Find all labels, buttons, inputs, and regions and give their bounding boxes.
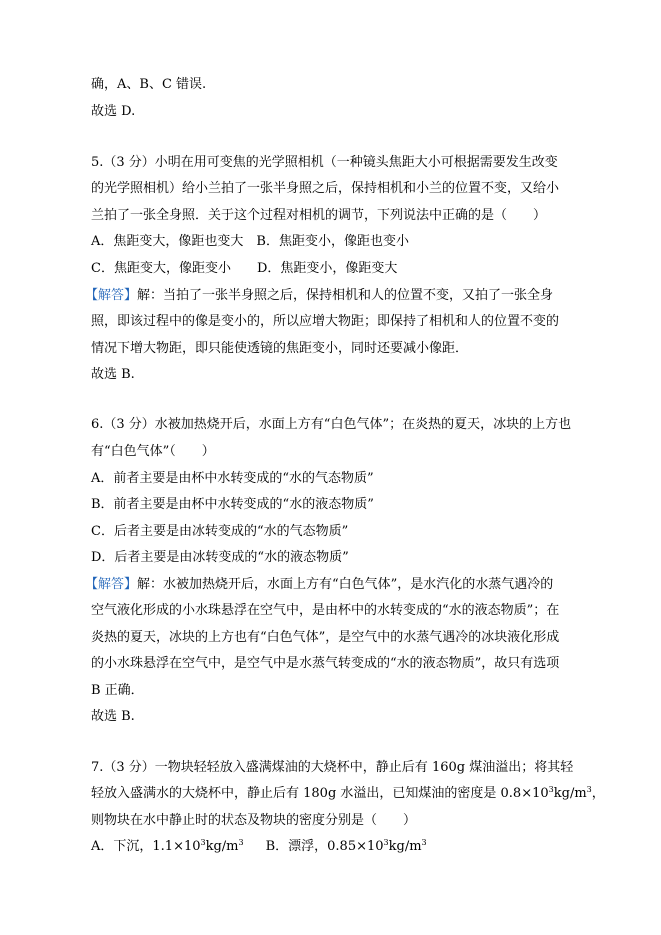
q6-answer-text-1: 解：水被加热烧开后，水面上方有“白色气体”，是水汽化的水蒸气遇冷的 <box>137 577 554 592</box>
q6-answer-tag: 【解答】 <box>85 577 138 592</box>
q6-choose-line: 故选 B. <box>91 709 135 724</box>
q7-option-b-text: B．漂浮，0.85×10 <box>265 839 384 854</box>
q7-stem-line-3: 则物块在水中静止时的状态及物块的密度分别是（ ） <box>91 813 417 828</box>
q6-option-d: D．后者主要是由冰转变成的“水的液态物质” <box>91 550 349 565</box>
q7-line2-unit-exponent: 3 <box>586 785 592 794</box>
q7-option-b-unit: kg/m <box>388 839 422 854</box>
q5-options-row-1: A．焦距变大，像距也变大 B．焦距变小，像距也变小 <box>91 234 409 249</box>
q6-answer-line-1 <box>85 576 553 594</box>
q5-answer-text-1: 解：当拍了一张半身照之后，保持相机和人的位置不变，又拍了一张全身 <box>137 288 554 303</box>
q7-line2-text: 轻放入盛满水的大烧杯中，静止后有 180g 水溢出，已知煤油的密度是 0.8×10 <box>91 786 549 801</box>
q7-options-row-1 <box>91 838 427 856</box>
q5-stem-line-3: 兰拍了一张全身照．关于这个过程对相机的调节，下列说法中正确的是（ ） <box>91 208 547 223</box>
prev-answer-tail: 确，A、B、C 错误. <box>91 77 207 92</box>
q7-option-a-text: A．下沉，1.1×10 <box>91 839 201 854</box>
q6-stem-line-2: 有“白色气体”（ ） <box>91 444 215 459</box>
q7-stem-line-1: 7.（3 分）一物块轻轻放入盛满煤油的大烧杯中，静止后有 160g 煤油溢出；将其轻 <box>91 760 574 775</box>
q5-stem-line-2: 的光学照相机）给小兰拍了一张半身照之后，保持相机和小兰的位置不变，又给小 <box>91 181 560 196</box>
q6-option-c: C．后者主要是由冰转变成的“水的气态物质” <box>91 524 349 539</box>
q6-stem-line-1: 6.（3 分）水被加热烧开后，水面上方有“白色气体”；在炎热的夏天，冰块的上方也 <box>91 417 572 432</box>
q5-answer-tag: 【解答】 <box>85 288 138 303</box>
q7-option-a-exponent: 3 <box>200 838 206 847</box>
q6-answer-line-5: B 正确． <box>91 683 144 698</box>
q5-answer-line-1 <box>85 287 553 305</box>
q5-stem-line-1: 5.（3 分）小明在用可变焦的光学照相机（一种镜头焦距大小可根据需要发生改变 <box>91 155 558 170</box>
q5-answer-line-3: 情况下增大物距，即只能使透镜的焦距变小，同时还要减小像距． <box>91 341 469 356</box>
q6-answer-line-2: 空气液化形成的小水珠悬浮在空气中，是由杯中的水转变成的“水的液态物质”；在 <box>91 603 560 618</box>
q7-line2-end: ， <box>591 786 605 801</box>
q7-option-b-exponent: 3 <box>383 838 389 847</box>
q5-answer-line-2: 照，即该过程中的像是变小的，所以应增大物距；即保持了相机和人的位置不变的 <box>91 314 560 329</box>
q7-option-a-unit: kg/m <box>205 839 239 854</box>
q7-line2-exponent: 3 <box>548 785 554 794</box>
q6-option-b: B．前者主要是由杯中水转变成的“水的液态物质” <box>91 497 374 512</box>
q6-option-a: A．前者主要是由杯中水转变成的“水的气态物质” <box>91 471 374 486</box>
q6-answer-line-4: 的小水珠悬浮在空气中，是空气中是水蒸气转变成的“水的液态物质”，故只有选项 <box>91 656 560 671</box>
q7-line2-unit: kg/m <box>553 786 587 801</box>
prev-choose-line: 故选 D. <box>91 104 136 119</box>
q5-options-row-2: C．焦距变大，像距变小 D．焦距变小，像距变大 <box>91 261 398 276</box>
q6-answer-line-3: 炎热的夏天，冰块的上方也有“白色气体”，是空气中的水蒸气遇冷的冰块液化形成 <box>91 630 560 645</box>
q7-option-b-unit-exponent: 3 <box>421 838 427 847</box>
q7-option-a-unit-exponent: 3 <box>238 838 244 847</box>
q7-stem-line-2 <box>91 785 605 803</box>
q5-choose-line: 故选 B. <box>91 367 135 382</box>
